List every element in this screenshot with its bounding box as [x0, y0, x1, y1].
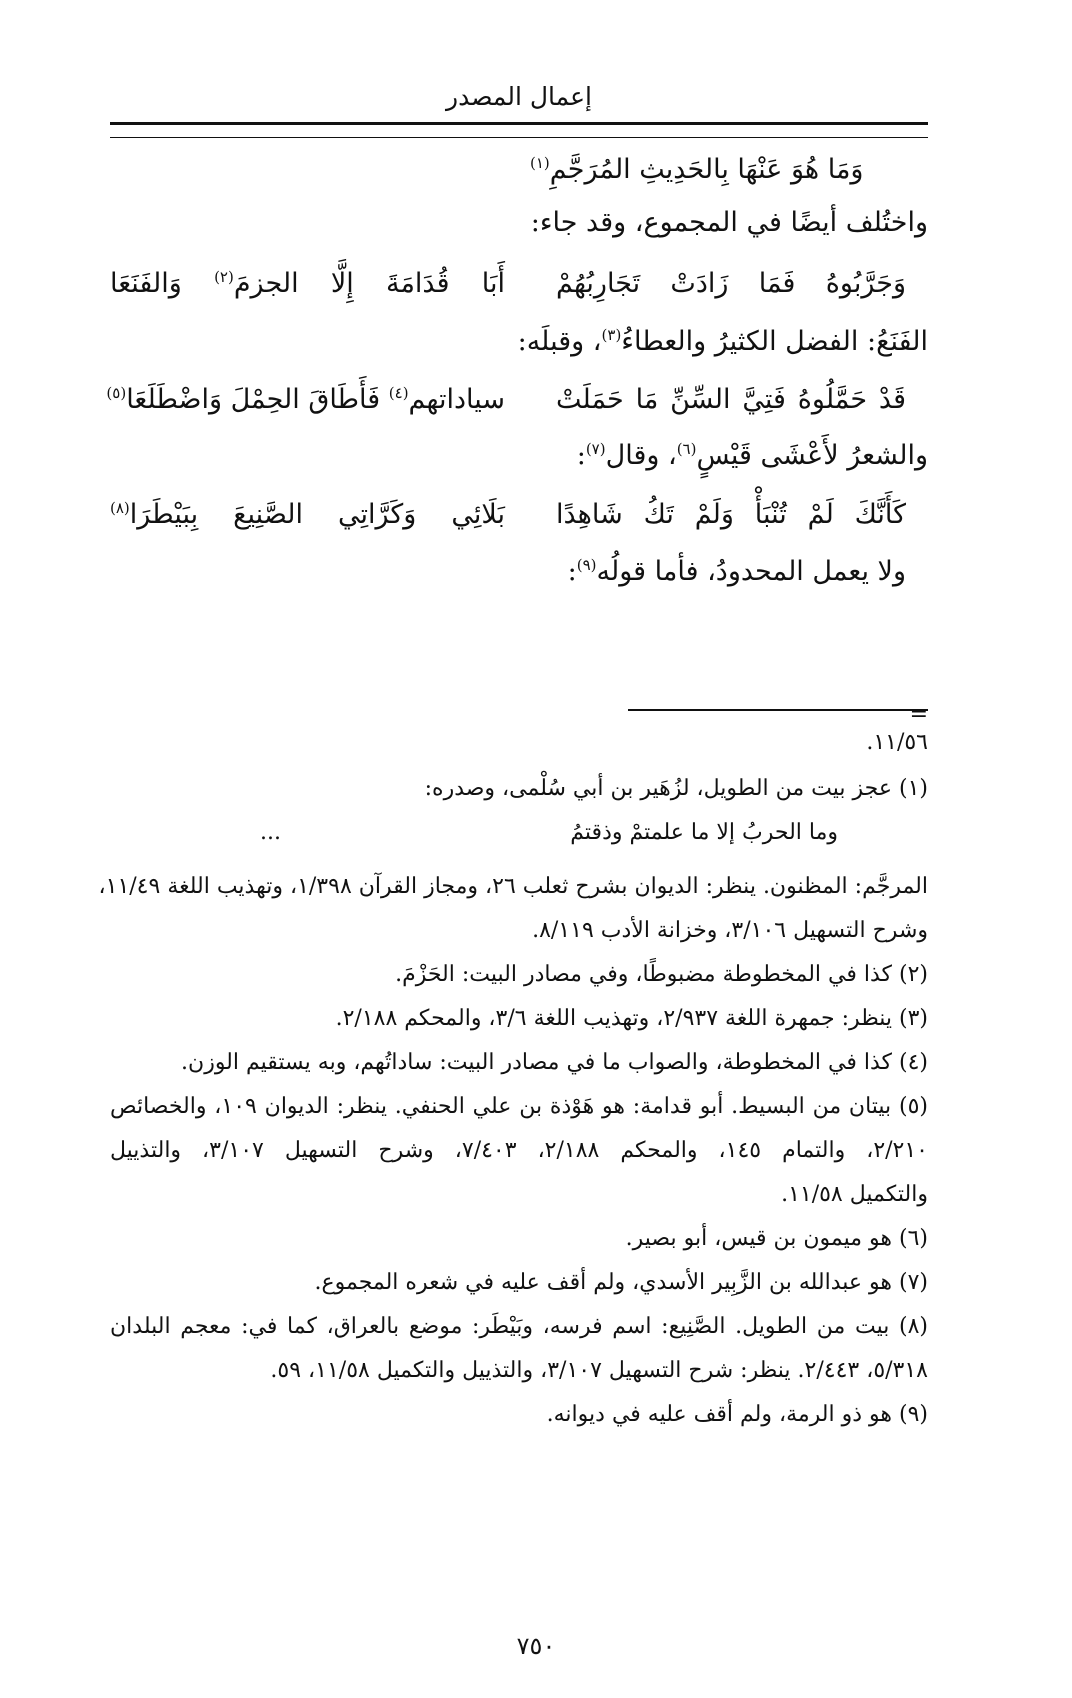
footnote-5-line-2: ٢/٢١٠، والتمام ١٤٥، والمحكم ٢/١٨٨، ٧/٤٠٣، وشرح التسهيل ٣/١٠٧، والتذييل — [110, 1138, 928, 1163]
footnote-9: (٩) هو ذو الرمة، ولم أقف عليه في ديوانه. — [546, 1402, 928, 1427]
footnote-5-line-3: والتكميل ١١/٥٨. — [781, 1182, 928, 1207]
text-line-2: واختُلف أيضًا في المجموع، وقد جاء: — [530, 207, 928, 238]
footnote-2: (٢) كذا في المخطوطة مضبوطًا، وفي مصادر البيت: الحَزْمَ. — [395, 962, 928, 987]
verse-3-second-hemistich: بَلَائِي وَكَرَّاتِي الصَّنِيعَ بِبَيْطَرَا$^{(٨)}$ — [110, 499, 505, 530]
footnote-continuation: ١١/٥٦. — [866, 730, 928, 755]
footnote-ref: (٨) — [110, 499, 130, 517]
verse-1-second-hemistich: أَبَا قُدَامَةَ إِلَّا الجزمَ$^{(٢)}$ وَالفَنَعَا — [110, 268, 505, 299]
footnote-3: (٣) ينظر: جمهرة اللغة ٢/٩٣٧، وتهذيب اللغة ٣/٦، والمحكم ٢/١٨٨. — [335, 1006, 928, 1031]
footnote-ref: (٩) — [576, 556, 597, 574]
footnote-1-line-3: المرجَّم: المظنون. ينظر: الديوان بشرح ثعلب ٢٦، ومجاز القرآن ١/٣٩٨، وتهذيب اللغة ١١/٤٩، — [98, 874, 928, 899]
header-rule-thick — [110, 122, 928, 125]
footnote-ref: (٣) — [601, 326, 622, 344]
text-line-6: والشعرُ لأَعْشَى قَيْسٍ$^{(٦)}$، وقال$^{(٧)}$: — [576, 440, 928, 471]
footnote-ref: (١) — [530, 154, 550, 172]
footnote-ref: (٥) — [106, 384, 127, 402]
hemistich: وَمَا هُوَ عَنْهَا بِالحَدِيثِ المُرَجَّمِ$^{(١)}$ — [530, 154, 864, 185]
footnote-1: (١) عجز بيت من الطويل، لزُهَير بن أبي سُلْمى، وصدره: — [424, 776, 928, 801]
page: إعمال المصدر وَمَا هُوَ عَنْهَا بِالحَدِيثِ المُرَجَّمِ$^{(١)}$ واختُلف أيضًا في المجموع، وقد جاء: وَجَرَّبُوهُ فَمَا زَادَتْ تَجَارِبُهُمْ أَبَا قُدَامَةَ إِلَّا الجزمَ$^{(٢)}$ وَالفَنَعَا الفَنَعُ: الفضل الكثيرُ والعطاءُ$^{(٣)}$، وقبلَه: قَدْ حَمَّلُوهُ فَتِيَّ السِّنِّ مَا حَمَلَتْ سياداتهم$^{(٤)}$ فَأَطَاقَ الحِمْلَ وَاضْطَلَعَا$^{(٥)}$ والشعرُ لأَعْشَى قَيْسٍ$^{(٦)}$، وقال$^{(٧)}$: كَأَنَّكَ لَمْ تُنْبَأْ وَلَمْ تَكُ شَاهِدًا بَلَائِي وَكَرَّاتِي الصَّنِيعَ بِبَيْطَرَا$^{(٨)}$ ولا يعمل المحدودُ، فأما قولُه$^{(٩)}$: = ١١/٥٦. (١) عجز بيت من الطويل، لزُهَير بن أبي سُلْمى، وصدره: وما الحربُ إلا ما علمتمْ وذقتمُ ... المرجَّم: المظنون. ينظر: الديوان بشرح ثعلب ٢٦، ومجاز القرآن ١/٣٩٨، وتهذيب اللغة ١١/٤٩، وشرح التسهيل ٣/١٠٦، وخزانة الأدب ٨/١١٩. (٢) كذا في المخطوطة مضبوطًا، وفي مصادر البيت: الحَزْمَ. (٣) ينظر: جمهرة اللغة ٢/٩٣٧، وتهذيب اللغة ٣/٦، والمحكم ٢/١٨٨. (٤) كذا في المخطوطة، والصواب ما في مصادر البيت: ساداتُهم، وبه يستقيم الوزن. (٥) بيتان من البسيط. أبو قدامة: هو هَوْذة بن علي الحنفي. ينظر: الديوان ١٠٩، والخصائص ٢/٢١٠، والتمام ١٤٥، والمحكم ٢/١٨٨، ٧/٤٠٣، وشرح التسهيل ٣/١٠٧، والتذييل والتكميل ١١/٥٨. (٦) هو ميمون بن قيس، أبو بصير. (٧) هو عبدالله بن الزَّبِير الأسدي، ولم أقف عليه في شعره المجموع. (٨) بيت من الطويل. الصَّنِيع: اسم فرسه، وبَيْطَر: موضع بالعراق، كما في: معجم البلدان ٥/٣١٨، ٢/٤٤٣. ينظر: شرح التسهيل ٣/١٠٧، والتذييل والتكميل ١١/٥٨، ٥٩. (٩) هو ذو الرمة، ولم أقف عليه في ديوانه. ٧٥٠ — [0, 0, 1072, 1698]
continuation-mark: = — [909, 702, 928, 727]
footnote-ref: (٧) — [585, 440, 606, 458]
footnote-5: (٥) بيتان من البسيط. أبو قدامة: هو هَوْذة بن علي الحنفي. ينظر: الديوان ١٠٩، والخصائص — [110, 1094, 928, 1119]
text-line-8: ولا يعمل المحدودُ، فأما قولُه$^{(٩)}$: — [567, 556, 906, 587]
footnote-4: (٤) كذا في المخطوطة، والصواب ما في مصادر البيت: ساداتُهم، وبه يستقيم الوزن. — [181, 1050, 928, 1075]
footnote-8: (٨) بيت من الطويل. الصَّنِيع: اسم فرسه، وبَيْطَر: موضع بالعراق، كما في: معجم البلدان — [110, 1314, 928, 1339]
footnote-ref: (٢) — [214, 268, 234, 286]
footnote-ref: (٦) — [676, 440, 697, 458]
page-number: ٧٥٠ — [516, 1632, 556, 1660]
text-line-4: الفَنَعُ: الفضل الكثيرُ والعطاءُ$^{(٣)}$، وقبلَه: — [517, 326, 928, 357]
footnote-7: (٧) هو عبدالله بن الزَّبِير الأسدي، ولم أقف عليه في شعره المجموع. — [314, 1270, 928, 1295]
running-header: إعمال المصدر — [446, 82, 592, 111]
footnote-6: (٦) هو ميمون بن قيس، أبو بصير. — [625, 1226, 928, 1251]
verse-2-second-hemistich: سياداتهم$^{(٤)}$ فَأَطَاقَ الحِمْلَ وَاضْطَلَعَا$^{(٥)}$ — [106, 384, 505, 415]
verse-1-first-hemistich: وَجَرَّبُوهُ فَمَا زَادَتْ تَجَارِبُهُمْ — [556, 268, 906, 299]
footnote-1-line-4: وشرح التسهيل ٣/١٠٦، وخزانة الأدب ٨/١١٩. — [532, 918, 928, 943]
verse-2-first-hemistich: قَدْ حَمَّلُوهُ فَتِيَّ السِّنِّ مَا حَمَلَتْ — [556, 384, 906, 415]
footnote-8-line-2: ٥/٣١٨، ٢/٤٤٣. ينظر: شرح التسهيل ٣/١٠٧، والتذييل والتكميل ١١/٥٨، ٥٩. — [270, 1358, 928, 1383]
header-rule-thin — [110, 137, 928, 138]
footnote-ref: (٤) — [388, 384, 409, 402]
verse-3-first-hemistich: كَأَنَّكَ لَمْ تُنْبَأْ وَلَمْ تَكُ شَاهِدًا — [556, 499, 906, 530]
